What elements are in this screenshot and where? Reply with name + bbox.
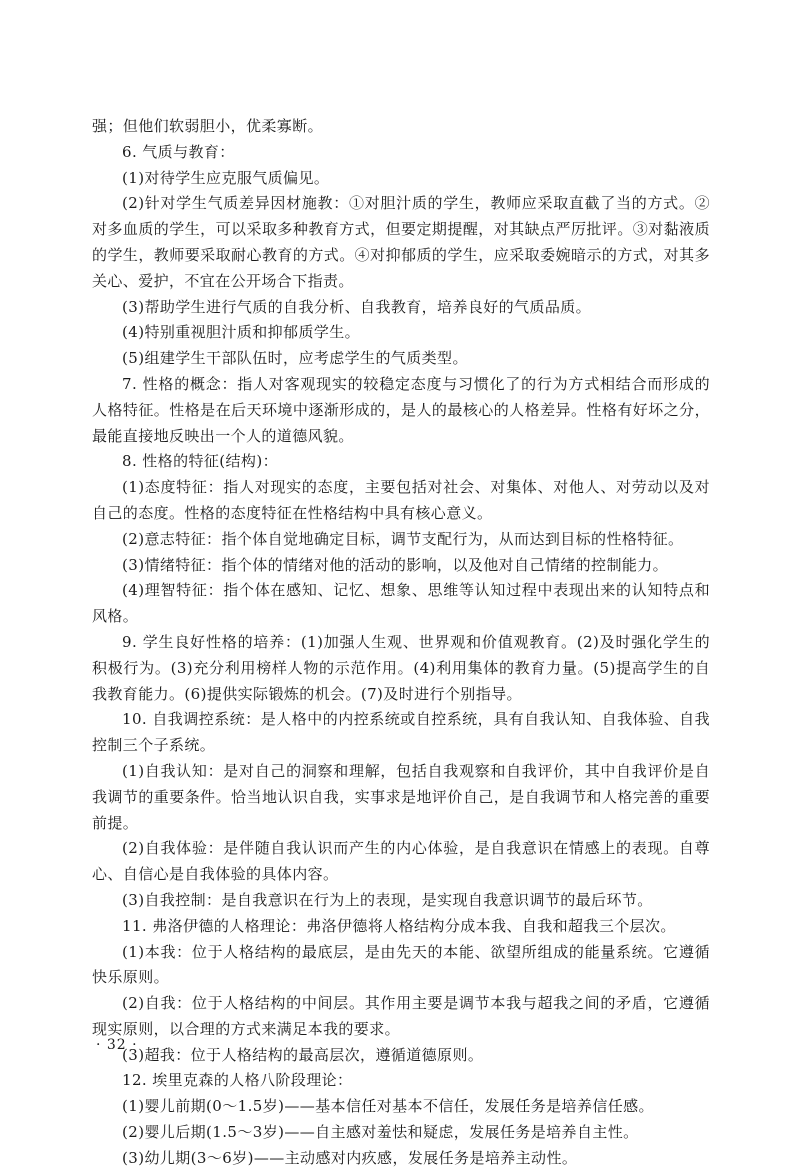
paragraph: (2)婴儿后期(1.5～3岁)——自主感对羞怯和疑虑，发展任务是培养自主性。: [122, 1123, 639, 1142]
paragraph: (3)幼儿期(3～6岁)——主动感对内疚感，发展任务是培养主动性。: [122, 1148, 578, 1167]
paragraph: (1)态度特征：指人对现实的态度，主要包括对社会、对集体、对他人、对劳动以及对自己的态度。性格的态度特征在性格结构中具有核心意义。: [92, 478, 710, 522]
section-heading: 6. 气质与教育：: [122, 142, 235, 161]
paragraph: (5)组建学生干部队伍时，应考虑学生的气质类型。: [122, 349, 468, 368]
paragraph: 9. 学生良好性格的培养：(1)加强人生观、世界观和价值观教育。(2)及时强化学生的积极行为。(3)充分利用榜样人物的示范作用。(4)利用集体的教育力量。(5)提高学生的自我教育能力。(6)提供实际锻炼的机会。(7)及时进行个别指导。: [92, 632, 710, 703]
paragraph: (3)超我：位于人格结构的最高层次，遵循道德原则。: [122, 1045, 484, 1064]
paragraph: 强；但他们软弱胆小，优柔寡断。: [92, 117, 324, 135]
paragraph: (3)帮助学生进行气质的自我分析、自我教育，培养良好的气质品质。: [122, 297, 592, 316]
page-body: [92, 114, 710, 1172]
paragraph: (2)自我：位于人格结构的中间层。其作用主要是调节本我与超我之间的矛盾，它遵循现实原则，以合理的方式来满足本我的要求。: [92, 994, 710, 1038]
paragraph: (2)自我体验：是伴随自我认识而产生的内心体验，是自我意识在情感上的表现。自尊心、自信心是自我体验的具体内容。: [92, 839, 710, 884]
paragraph: (1)对待学生应克服气质偏见。: [122, 168, 330, 187]
paragraph: (3)情绪特征：指个体的情绪对他的活动的影响，以及他对自己情绪的控制能力。: [122, 555, 669, 574]
paragraph: (1)本我：位于人格结构的最底层，是由先天的本能、欲望所组成的能量系统。它遵循快乐原则。: [92, 942, 710, 987]
paragraph: (2)针对学生气质差异因材施教：①对胆汁质的学生，教师应采取直截了当的方式。②对多血质的学生，可以采取多种教育方式，但要定期提醒，对其缺点严厉批评。③对黏液质的学生，教师要采取耐心教育的方式。④对抑郁质的学生，应采取委婉暗示的方式，对其多关心、爱护，不宜在公开场合下指责。: [92, 194, 710, 290]
section-heading: 12. 埃里克森的人格八阶段理论：: [122, 1071, 353, 1090]
paragraph: 10. 自我调控系统：是人格中的内控系统或自控系统，具有自我认知、自我体验、自我控制三个子系统。: [92, 710, 710, 755]
section-heading: 8. 性格的特征(结构)：: [122, 452, 278, 471]
page-number: · 32 ·: [96, 1037, 138, 1053]
paragraph: (1)婴儿前期(0～1.5岁)——基本信任对基本不信任，发展任务是培养信任感。: [122, 1097, 654, 1116]
paragraph: 11. 弗洛伊德的人格理论：弗洛伊德将人格结构分成本我、自我和超我三个层次。: [122, 916, 676, 935]
paragraph: (2)意志特征：指个体自觉地确定目标，调节支配行为，从而达到目标的性格特征。: [122, 529, 684, 548]
paragraph: (4)特别重视胆汁质和抑郁质学生。: [122, 323, 361, 342]
paragraph: (4)理智特征：指个体在感知、记忆、想象、思维等认知过程中表现出来的认知特点和风格。: [92, 581, 710, 626]
paragraph: 7. 性格的概念：指人对客观现实的较稳定态度与习惯化了的行为方式相结合而形成的人格特征。性格是在后天环境中逐渐形成的，是人的最核心的人格差异。性格有好坏之分，最能直接地反映出一个人的道德风貌。: [92, 374, 710, 445]
paragraph: (1)自我认知：是对自己的洞察和理解，包括自我观察和自我评价，其中自我评价是自我调节的重要条件。恰当地认识自我，实事求是地评价自己，是自我调节和人格完善的重要前提。: [92, 761, 710, 832]
paragraph: (3)自我控制：是自我意识在行为上的表现，是实现自我意识调节的最后环节。: [122, 890, 653, 909]
